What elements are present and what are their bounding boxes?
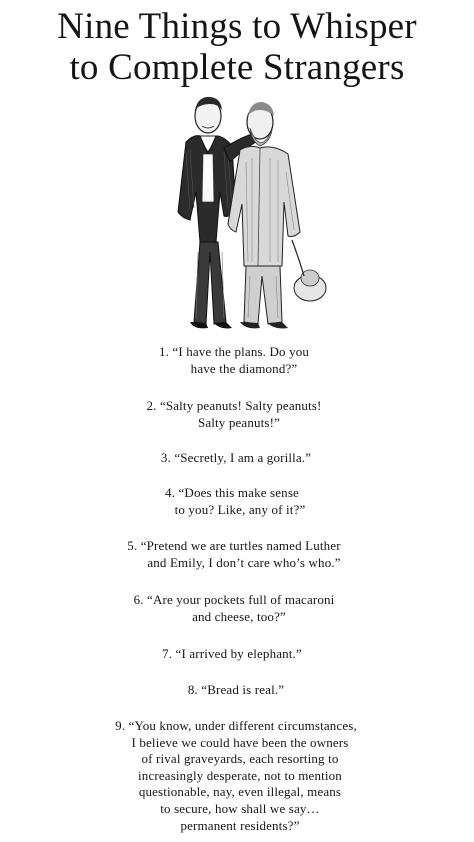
item-line: I believe we could have been the owners: [131, 734, 349, 750]
two-men-whispering-illustration: [128, 92, 350, 334]
right-man-figure: [228, 102, 326, 328]
item-line: of rival graveyards, each resorting to: [141, 751, 339, 767]
list-item: [0, 682, 474, 699]
item-line: 1. “I have the plans. Do you: [158, 344, 310, 359]
item-line: 8. “Bread is real.”: [187, 682, 285, 697]
item-line: to secure, how shall we say…: [160, 800, 320, 816]
item-line: questionable, nay, even illegal, means: [138, 784, 342, 800]
item-line: 7. “I arrived by elephant.”: [162, 646, 302, 661]
item-line: to you? Like, any of it?”: [174, 501, 306, 517]
title-line-1: Nine Things to Whisper: [57, 6, 417, 47]
list-item: [0, 592, 474, 625]
list-item: [0, 398, 474, 431]
list-item: [0, 538, 474, 571]
list-item: [0, 718, 474, 834]
item-line: and cheese, too?”: [192, 608, 286, 624]
item-line: increasingly desperate, not to mention: [138, 767, 342, 783]
page-title: [0, 6, 474, 88]
item-line: and Emily, I don’t care who’s who.”: [147, 554, 341, 570]
item-line: 4. “Does this make sense: [165, 485, 299, 500]
list-item: [0, 646, 474, 663]
item-line: permanent residents?”: [180, 817, 300, 833]
item-line: have the diamond?”: [190, 360, 298, 376]
item-line: 3. “Secretly, I am a gorilla.”: [160, 450, 312, 465]
title-line-2: to Complete Strangers: [69, 47, 405, 88]
item-line: 9. “You know, under different circumstances,: [115, 718, 357, 733]
list-item: [0, 485, 474, 518]
list-item: [0, 344, 474, 377]
item-line: 2. “Salty peanuts! Salty peanuts!: [146, 398, 322, 413]
item-line: 6. “Are your pockets full of macaroni: [133, 592, 335, 607]
list-item: [0, 450, 474, 467]
item-line: 5. “Pretend we are turtles named Luther: [127, 538, 341, 553]
item-line: Salty peanuts!”: [197, 414, 281, 430]
